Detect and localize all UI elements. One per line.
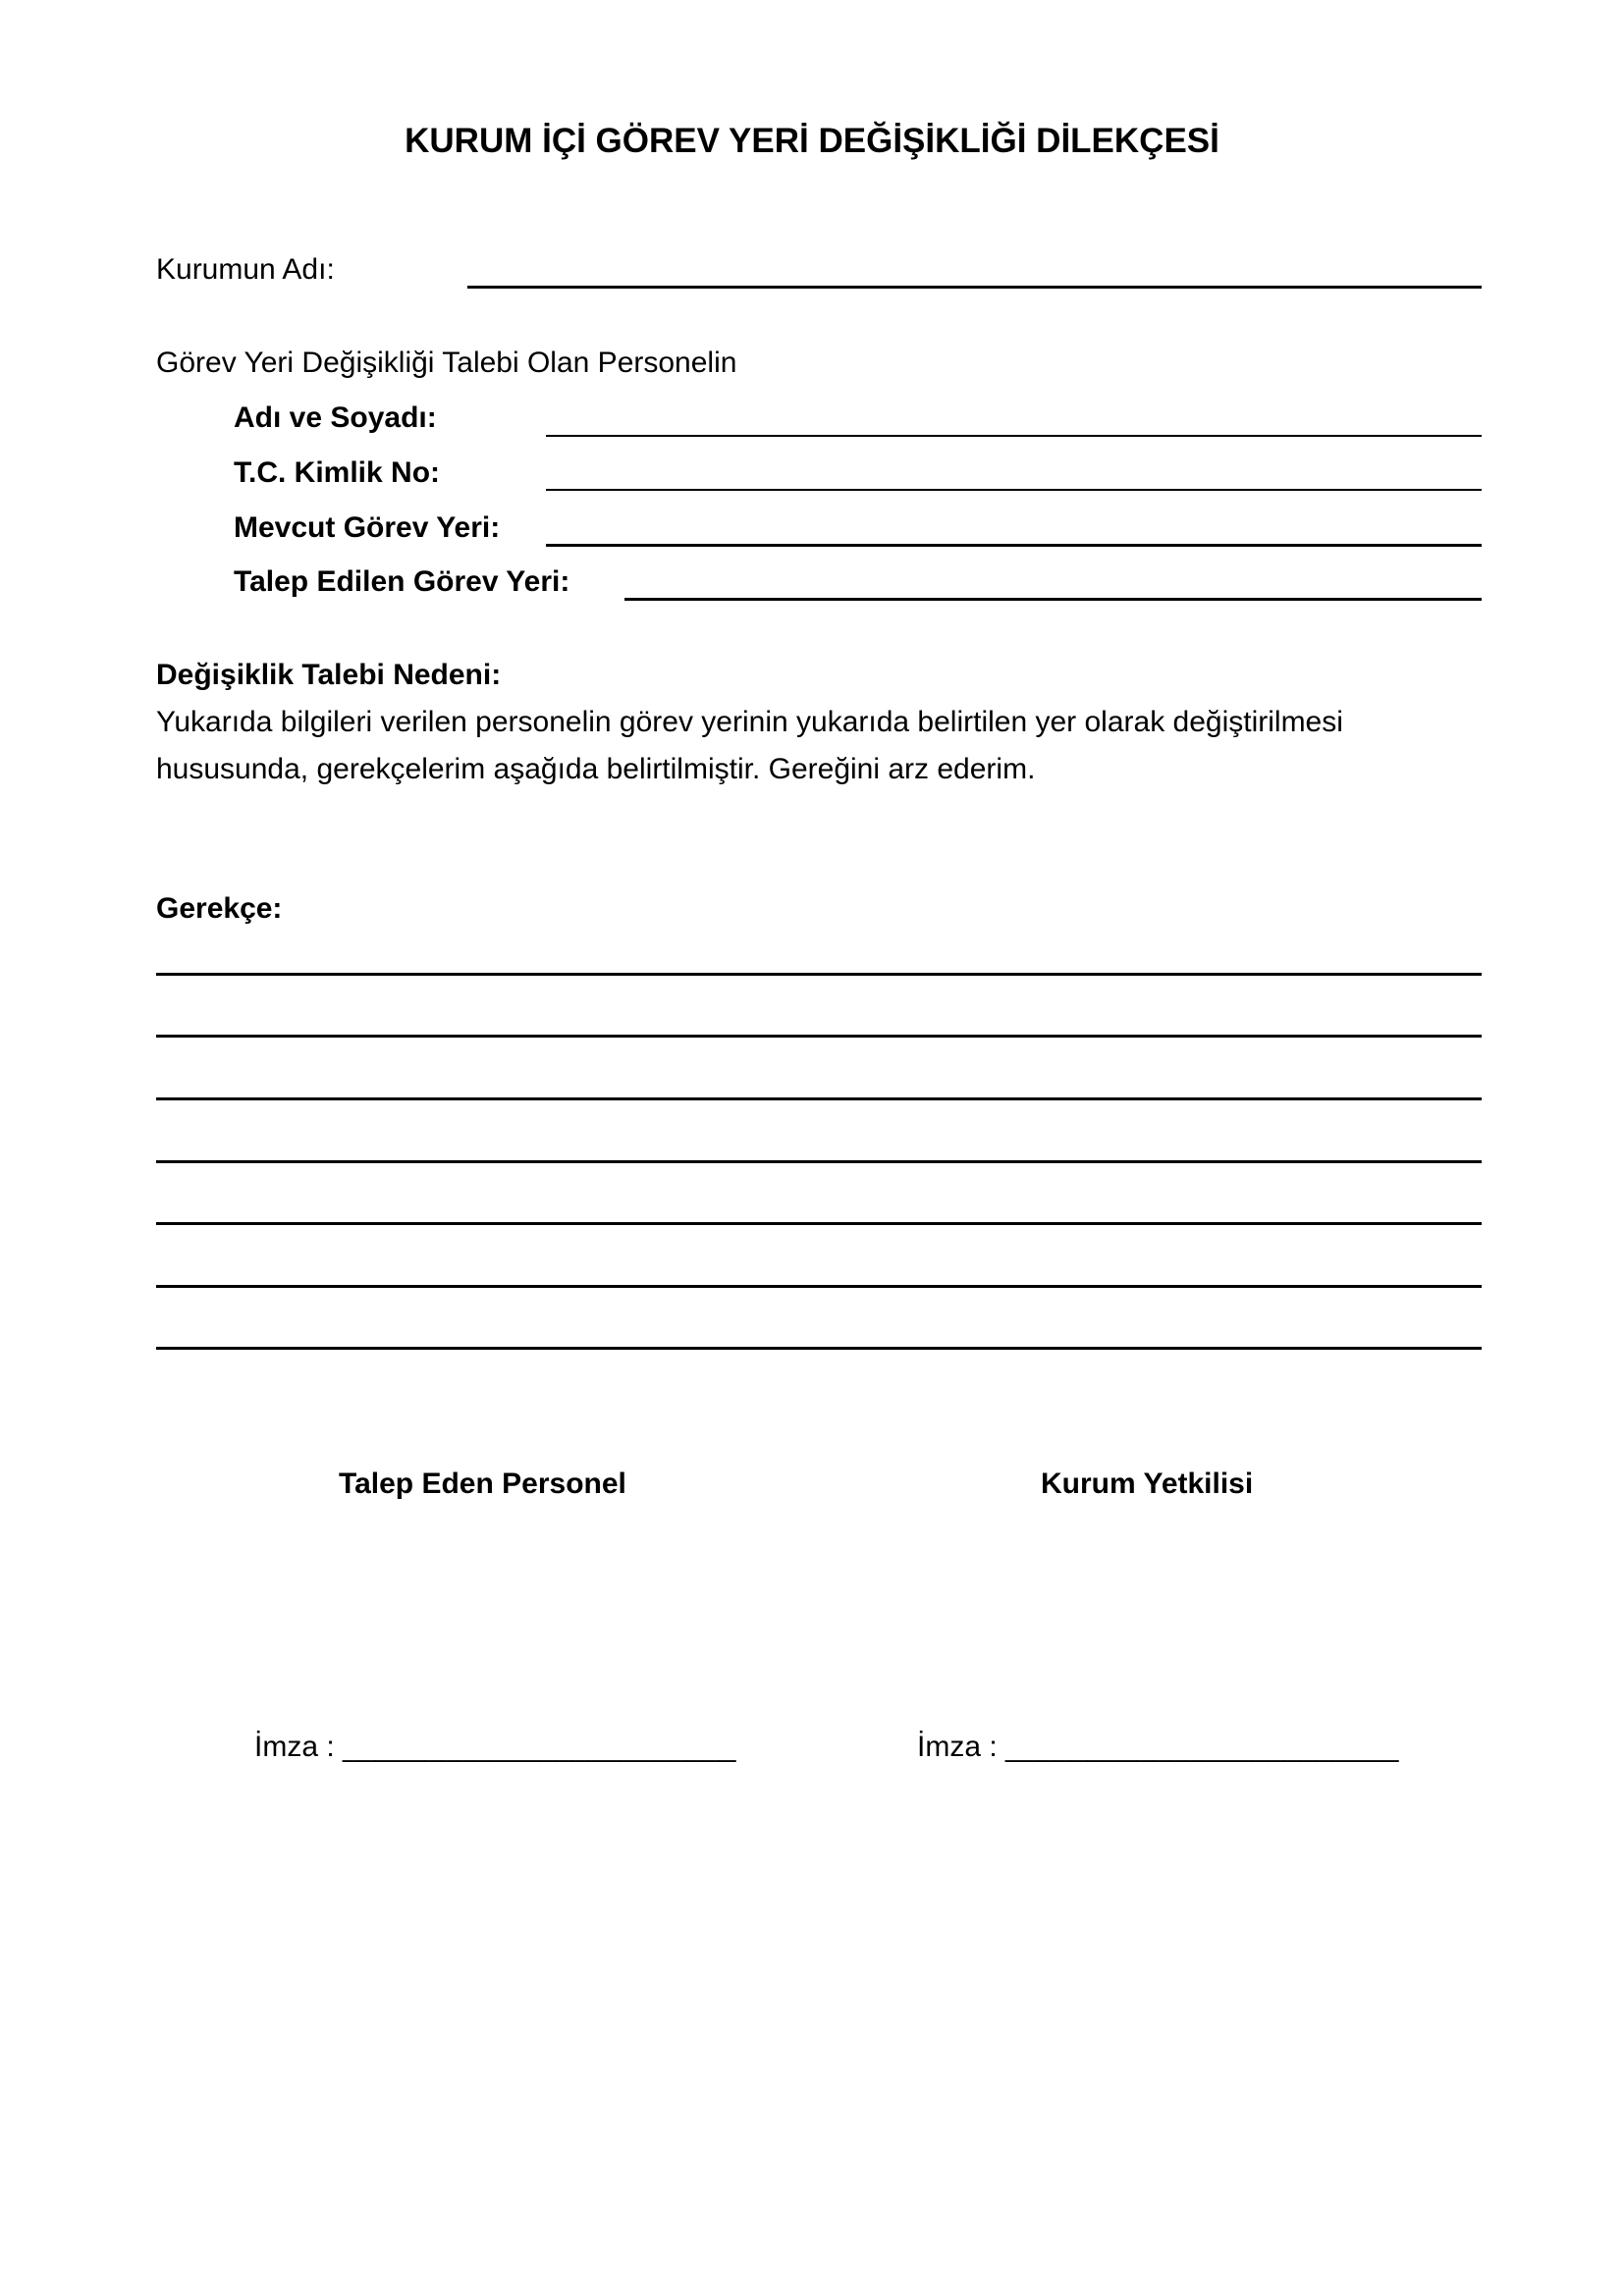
personnel-heading: Görev Yeri Değişikliği Talebi Olan Personelin	[156, 347, 737, 379]
left-signature-field[interactable]: İmza : ________________________	[254, 1731, 736, 1763]
justification-line-2[interactable]	[156, 1035, 1482, 1038]
page-title: KURUM İÇİ GÖREV YERİ DEĞİŞİKLİĞİ DİLEKÇESİ	[405, 122, 1219, 160]
current-position-label: Mevcut Görev Yeri:	[234, 511, 501, 544]
current-position-field-line[interactable]	[546, 544, 1482, 547]
tc-field-line[interactable]	[546, 489, 1482, 491]
justification-line-5[interactable]	[156, 1222, 1482, 1225]
requested-position-field-line[interactable]	[624, 598, 1482, 601]
institution-label: Kurumun Adı:	[156, 253, 335, 286]
justification-line-3[interactable]	[156, 1097, 1482, 1100]
name-label: Adı ve Soyadı:	[234, 401, 437, 434]
justification-line-4[interactable]	[156, 1160, 1482, 1163]
reason-heading: Değişiklik Talebi Nedeni:	[156, 659, 502, 691]
justification-line-7[interactable]	[156, 1347, 1482, 1350]
tc-label: T.C. Kimlik No:	[234, 456, 441, 489]
reason-text-line2: hususunda, gerekçelerim aşağıda belirtilmiştir. Gereğini arz ederim.	[156, 753, 1036, 785]
justification-line-1[interactable]	[156, 973, 1482, 976]
requested-position-label: Talep Edilen Görev Yeri:	[234, 565, 570, 598]
justification-heading: Gerekçe:	[156, 892, 283, 925]
reason-text-line1: Yukarıda bilgileri verilen personelin görev yerinin yukarıda belirtilen yer olarak değiştirilmesi	[156, 706, 1343, 738]
right-signature-field[interactable]: İmza : ________________________	[917, 1731, 1399, 1763]
institution-field-line[interactable]	[467, 286, 1482, 289]
institution-authority-title: Kurum Yetkilisi	[1041, 1468, 1254, 1500]
justification-line-6[interactable]	[156, 1285, 1482, 1288]
name-field-line[interactable]	[546, 435, 1482, 437]
requesting-personnel-title: Talep Eden Personel	[339, 1468, 626, 1500]
